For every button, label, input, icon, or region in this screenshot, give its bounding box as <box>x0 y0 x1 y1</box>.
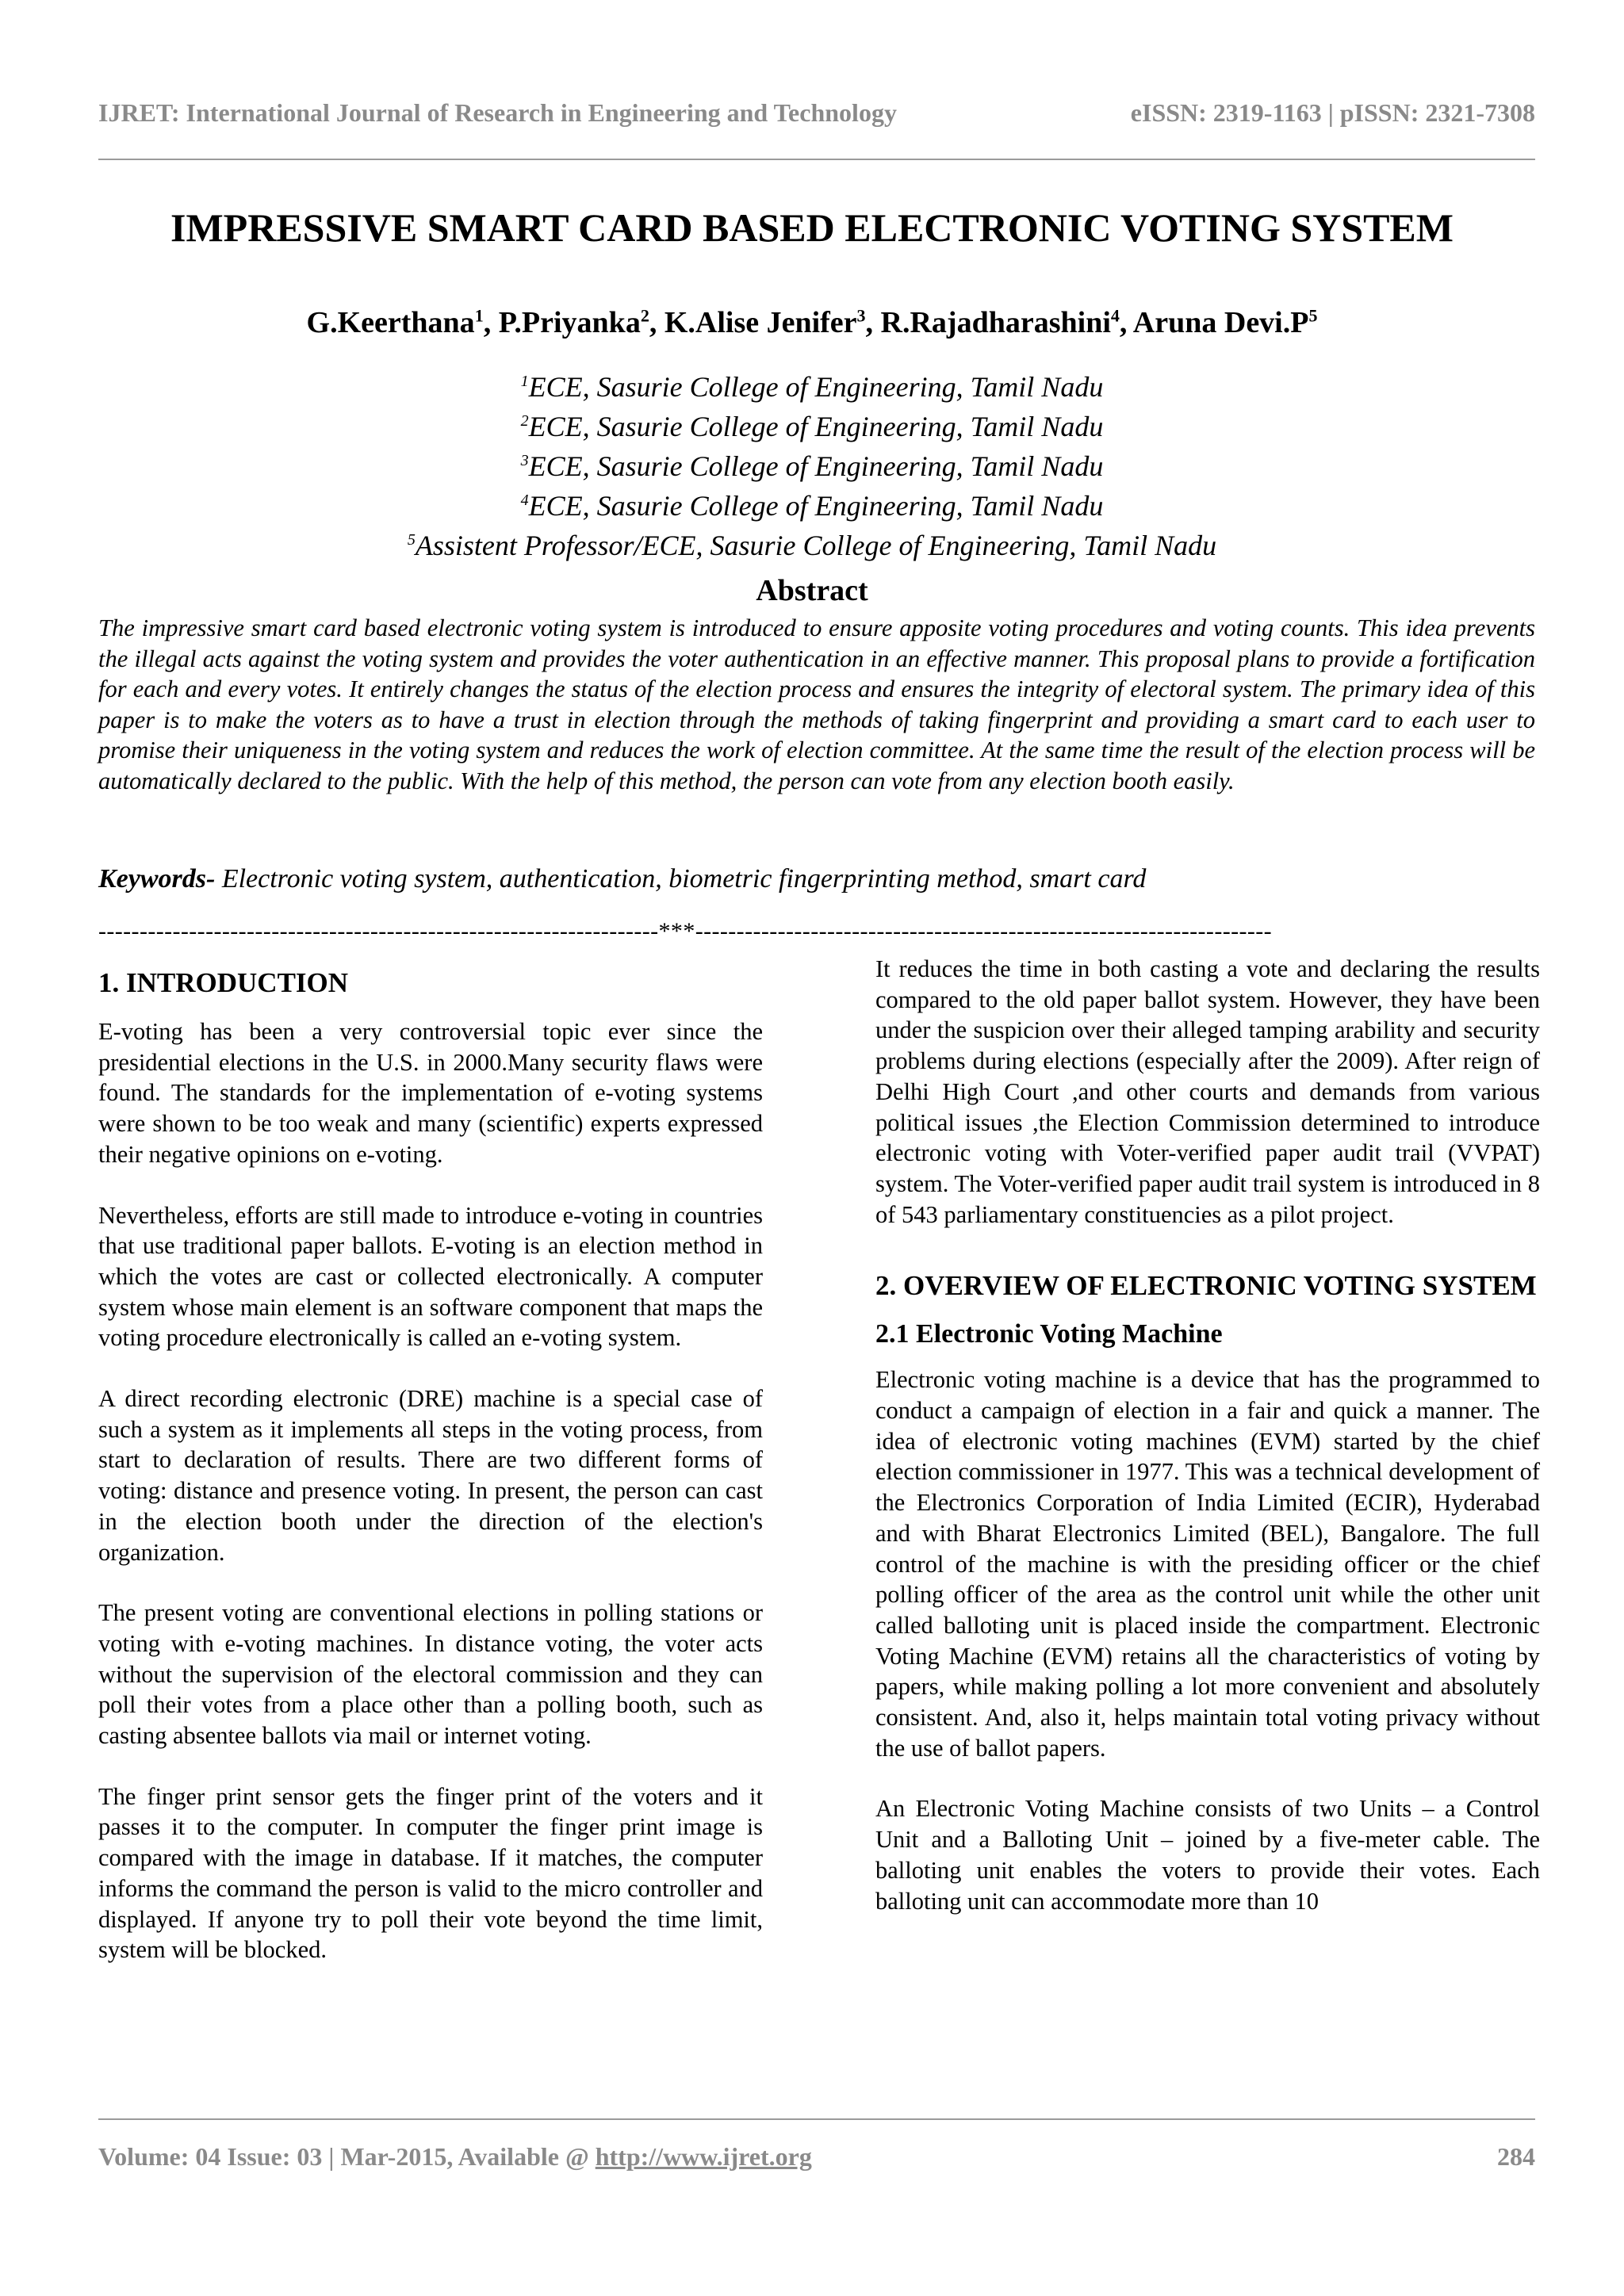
author <box>665 306 881 339</box>
affiliation-text: ECE, Sasurie College of Engineering, Tamil Nadu <box>528 411 1104 442</box>
paragraph: An Electronic Voting Machine consists of two Units – a Control Unit and a Balloting Unit – joined by a five-meter cable. The balloting unit enables the voters to provide their votes. Each balloting unit can accommodate more than 10 <box>875 1795 1540 1915</box>
author-sup: 2 <box>640 305 649 326</box>
affiliation-sup: 1 <box>520 373 529 390</box>
abstract-body: The impressive smart card based electronic voting system is introduced to ensure apposite voting procedures and voting counts. This idea prevents the illegal acts against the voting system and provides the voter authentication in an effective manner. This proposal plans to provide a fortification for each and every votes. It entirely changes the status of the election process and ensures the integrity of electoral system. The primary idea of this paper is to make the voters as to have a trust in election through the methods of taking fingerprint and providing a smart card to each user to promise their uniqueness in the voting system and reduces the work of election committee. At the same time the result of the election process will be automatically declared to the public. With the help of this method, the person can vote from any election booth easily. <box>98 614 1535 794</box>
subsection-2-1-heading: 2.1 Electronic Voting Machine <box>875 1319 1223 1349</box>
author-name: K.Alise Jenifer <box>664 306 857 339</box>
affiliation-line <box>0 523 1624 563</box>
paragraph: Electronic voting machine is a device that has the programmed to conduct a campaign of election in a fair and quick a manner. The idea of electronic voting machines (EVM) started by the chief election commissioner in 1977. This was a technical development of the Electronics Corporation of India Limited (ECIR), Hyderabad and with Bharat Electronics Limited (BEL), Bangalore. The full control of the machine is with the presiding officer or the chief polling officer of the area as the control unit while the other unit called balloting unit is placed inside the compartment. Electronic Voting Machine (EVM) retains all the characteristics of voting by papers, while making polling a lot more convenient and absolutely consistent. And, also it, helps maintain total voting privacy without the use of ballot papers. <box>875 1366 1540 1762</box>
left-column <box>98 966 763 1996</box>
section-2-heading: 2. OVERVIEW OF ELECTRONIC VOTING SYSTEM <box>875 1270 1537 1302</box>
affiliation-line <box>0 444 1624 484</box>
author-separator: , <box>649 306 665 339</box>
author-name: P.Priyanka <box>498 306 641 339</box>
page-number: 284 <box>1497 2142 1535 2171</box>
section-1-heading: 1. INTRODUCTION <box>98 967 349 998</box>
author <box>307 306 499 339</box>
affiliation-text: Assistent Professor/ECE, Sasurie College of Engineering, Tamil Nadu <box>415 530 1217 561</box>
affiliation-sup: 4 <box>520 492 529 509</box>
affiliation-text: ECE, Sasurie College of Engineering, Tamil Nadu <box>528 371 1104 403</box>
author-list <box>0 305 1624 340</box>
affiliation-sup: 2 <box>520 412 529 430</box>
abstract-heading: Abstract <box>756 574 868 607</box>
affiliation-text: ECE, Sasurie College of Engineering, Tamil Nadu <box>528 450 1104 482</box>
journal-name: IJRET: International Journal of Research in Engineering and Technology <box>98 98 897 127</box>
author-name: G.Keerthana <box>306 306 475 339</box>
paragraph: It reduces the time in both casting a vote and declaring the results compared to the old paper ballot system. However, they have been under the suspicion over their alleged tamping arability and security problems during elections (especially after the 2009). After reign of Delhi High Court ,and other courts and demands from various political issues ,the Election Commission determined to introduce electronic voting with Voter-verified paper audit trail (VVPAT) system. The Voter-verified paper audit trail system is introduced in 8 of 543 parliamentary constituencies as a pilot project. <box>875 955 1540 1228</box>
footer-volume-info <box>98 2142 812 2172</box>
journal-link[interactable]: http://www.ijret.org <box>595 2142 812 2171</box>
author-separator: , <box>1119 306 1133 339</box>
author-sup: 5 <box>1308 305 1318 326</box>
paragraph: A direct recording electronic (DRE) machine is a special case of such a system as it implements all steps in the voting process, from start to declaration of results. There are two different forms of voting: distance and presence voting. In present, the person can cast in the election booth under the direction of the election's organization. <box>98 1385 763 1566</box>
keywords-label: Keywords- <box>98 864 216 894</box>
author-sup: 4 <box>1110 305 1120 326</box>
keywords <box>98 864 1535 894</box>
author-name: R.Rajadharashini <box>880 306 1111 339</box>
author-separator: , <box>483 306 499 339</box>
affiliation-sup: 3 <box>520 452 529 469</box>
author-name: Aruna Devi.P <box>1132 306 1309 339</box>
keywords-text: Electronic voting system, authentication, biometric fingerprinting method, smart card <box>215 864 1147 894</box>
affiliation-text: ECE, Sasurie College of Engineering, Tamil Nadu <box>528 490 1104 522</box>
affiliation-line <box>0 484 1624 523</box>
author-separator: , <box>865 306 881 339</box>
author-sup: 3 <box>856 305 866 326</box>
affiliation-line <box>0 365 1624 404</box>
footer-divider <box>98 2118 1535 2120</box>
author <box>1133 306 1318 339</box>
right-column <box>875 954 1540 1946</box>
affiliation-sup: 5 <box>407 531 416 549</box>
author-sup: 1 <box>474 305 484 326</box>
paragraph: The present voting are conventional elections in polling stations or voting with e-voting machines. In distance voting, the voter acts without the supervision of the electoral commission and they can poll their votes from a place other than a polling booth, such as casting absentee ballots via mail or internet voting. <box>98 1599 763 1750</box>
issn-info: eISSN: 2319-1163 | pISSN: 2321-7308 <box>1130 98 1535 127</box>
affiliation-line <box>0 404 1624 444</box>
author <box>499 306 665 339</box>
footer-volume-text: Volume: 04 Issue: 03 | Mar-2015, Available @ <box>98 2142 596 2171</box>
paragraph: E-voting has been a very controversial topic ever since the presidential elections in the U.S. in 2000.Many security flaws were found. The standards for the implementation of e-voting systems were shown to be too weak and many (scientific) experts expressed their negative opinions on e-voting. <box>98 1018 763 1168</box>
header-divider <box>98 159 1535 160</box>
author <box>881 306 1133 339</box>
paragraph: Nevertheless, efforts are still made to introduce e-voting in countries that use traditional paper ballots. E-voting is an election method in which the votes are cast or collected electronically. A computer system whose main element is an software component that maps the voting procedure electronically is called an e-voting system. <box>98 1201 763 1352</box>
section-separator: --------------------------------------------------------------------***---------------------------------------------------------------------- <box>98 918 1273 944</box>
paper-title: IMPRESSIVE SMART CARD BASED ELECTRONIC VOTING SYSTEM <box>170 205 1454 250</box>
paragraph: The finger print sensor gets the finger print of the voters and it passes it to the computer. In computer the finger print image is compared with the image in database. If it matches, the computer informs the command the person is valid to the micro controller and displayed. If anyone try to poll their vote beyond the time limit, system will be blocked. <box>98 1782 763 1964</box>
affiliation-list <box>0 365 1624 563</box>
